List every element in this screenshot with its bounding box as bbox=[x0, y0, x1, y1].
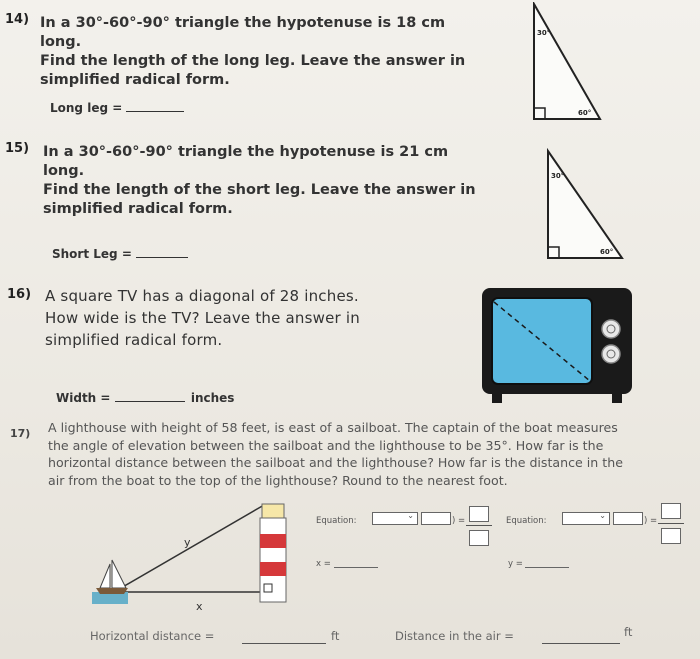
y-label: y = bbox=[508, 559, 523, 569]
q16-line-2: How wide is the TV? Leave the answer in bbox=[45, 309, 360, 327]
x-answer-blank[interactable] bbox=[334, 567, 378, 568]
q15-line-1: In a 30°-60°-90° triangle the hypotenuse is 21 cm long. bbox=[43, 144, 449, 179]
fraction-bar-right bbox=[658, 523, 684, 524]
x-label: x = bbox=[316, 559, 331, 569]
q16-question bbox=[45, 285, 445, 351]
fraction-denominator-left[interactable] bbox=[469, 530, 489, 546]
q14-answer-blank[interactable] bbox=[126, 101, 184, 112]
tv-illustration bbox=[480, 286, 634, 406]
q15-number: 15) bbox=[5, 141, 30, 156]
chevron-down-icon: ⌄ bbox=[407, 511, 414, 520]
lighthouse-diagram bbox=[92, 500, 302, 612]
q15-answer-label: Short Leg = bbox=[52, 247, 132, 261]
q14-answer-row bbox=[50, 101, 184, 115]
q17-question bbox=[48, 419, 696, 489]
fraction-denominator-right[interactable] bbox=[661, 528, 681, 544]
lighthouse-lamp bbox=[262, 504, 284, 518]
sailboat-sail bbox=[100, 564, 110, 588]
q14-angle-bottom: 60° bbox=[578, 109, 592, 117]
q14-question bbox=[40, 14, 490, 90]
chevron-down-icon: ⌄ bbox=[599, 511, 606, 520]
q17-line-4: air from the boat to the top of the lighthouse? Round to the nearest foot. bbox=[48, 472, 508, 488]
equation-angle-input-left[interactable] bbox=[421, 512, 451, 525]
y-answer-blank[interactable] bbox=[525, 567, 569, 568]
q15-question bbox=[43, 143, 493, 219]
tv-leg-left bbox=[492, 394, 502, 403]
sailboat-hull bbox=[96, 588, 128, 594]
air-distance-label: Distance in the air = bbox=[395, 629, 514, 643]
q15-angle-top: 30° bbox=[551, 172, 565, 180]
q15-answer-row bbox=[52, 247, 188, 261]
equation-bracket-right: ) = bbox=[644, 516, 658, 526]
diagram-label-x: x bbox=[196, 600, 203, 612]
q14-number: 14) bbox=[5, 12, 30, 27]
q17-number: 17) bbox=[10, 427, 31, 440]
q16-answer-blank[interactable] bbox=[115, 391, 185, 402]
fraction-numerator-left[interactable] bbox=[469, 506, 489, 522]
q15-triangle-figure bbox=[542, 148, 626, 264]
q16-answer-unit: inches bbox=[190, 391, 235, 405]
equation-angle-input-right[interactable] bbox=[613, 512, 643, 525]
q15-line-2: Find the length of the short leg. Leave the answer in bbox=[43, 182, 476, 198]
q16-number: 16) bbox=[7, 287, 32, 302]
tv-screen bbox=[492, 298, 592, 384]
fraction-bar-left bbox=[466, 525, 492, 526]
air-distance-unit: ft bbox=[624, 625, 633, 639]
q17-line-1: A lighthouse with height of 58 feet, is east of a sailboat. The captain of the boat measures bbox=[48, 420, 618, 435]
q14-triangle-figure bbox=[528, 2, 604, 124]
q14-triangle bbox=[534, 4, 600, 119]
q15-triangle bbox=[548, 151, 622, 258]
q17-line-2: the angle of elevation between the sailboat and the lighthouse to be 35°. How far is the bbox=[48, 437, 604, 453]
q16-line-3: simplified radical form. bbox=[45, 331, 223, 349]
q17-line-3: horizontal distance between the sailboat and the lighthouse? How far is the distance in the bbox=[48, 455, 623, 470]
q15-answer-blank[interactable] bbox=[136, 247, 188, 258]
tv-leg-right bbox=[612, 394, 622, 403]
q14-line-3: simplified radical form. bbox=[40, 72, 230, 88]
tv-knob-top bbox=[602, 320, 620, 338]
q14-answer-label: Long leg = bbox=[50, 101, 123, 115]
q16-line-1: A square TV has a diagonal of 28 inches. bbox=[45, 287, 359, 305]
equation-trig-select-left[interactable] bbox=[372, 512, 418, 525]
air-distance-blank[interactable] bbox=[542, 643, 620, 644]
lighthouse-stripe bbox=[260, 534, 286, 548]
horizontal-distance-blank[interactable] bbox=[242, 643, 326, 644]
q16-answer-label: Width = bbox=[56, 391, 111, 405]
equation-bracket-left: ) = bbox=[452, 516, 466, 526]
q14-angle-top: 30° bbox=[537, 29, 551, 37]
sailboat-sail bbox=[112, 560, 126, 588]
q15-line-3: simplified radical form. bbox=[43, 201, 233, 217]
equation-label-right: Equation: bbox=[506, 516, 547, 526]
q14-line-2: Find the length of the long leg. Leave the answer in bbox=[40, 53, 466, 69]
q15-angle-bottom: 60° bbox=[600, 248, 614, 256]
diagram-label-y: y bbox=[184, 536, 191, 549]
fraction-numerator-right[interactable] bbox=[661, 503, 681, 519]
lighthouse-stripe bbox=[260, 562, 286, 576]
horizontal-distance-label: Horizontal distance = bbox=[90, 629, 215, 643]
equation-trig-select-right[interactable] bbox=[562, 512, 610, 525]
equation-label-left: Equation: bbox=[316, 516, 357, 526]
q16-answer-row bbox=[56, 391, 234, 405]
q14-line-1: In a 30°-60°-90° triangle the hypotenuse is 18 cm long. bbox=[40, 15, 446, 50]
horizontal-distance-unit: ft bbox=[331, 629, 340, 643]
tv-knob-bottom bbox=[602, 345, 620, 363]
